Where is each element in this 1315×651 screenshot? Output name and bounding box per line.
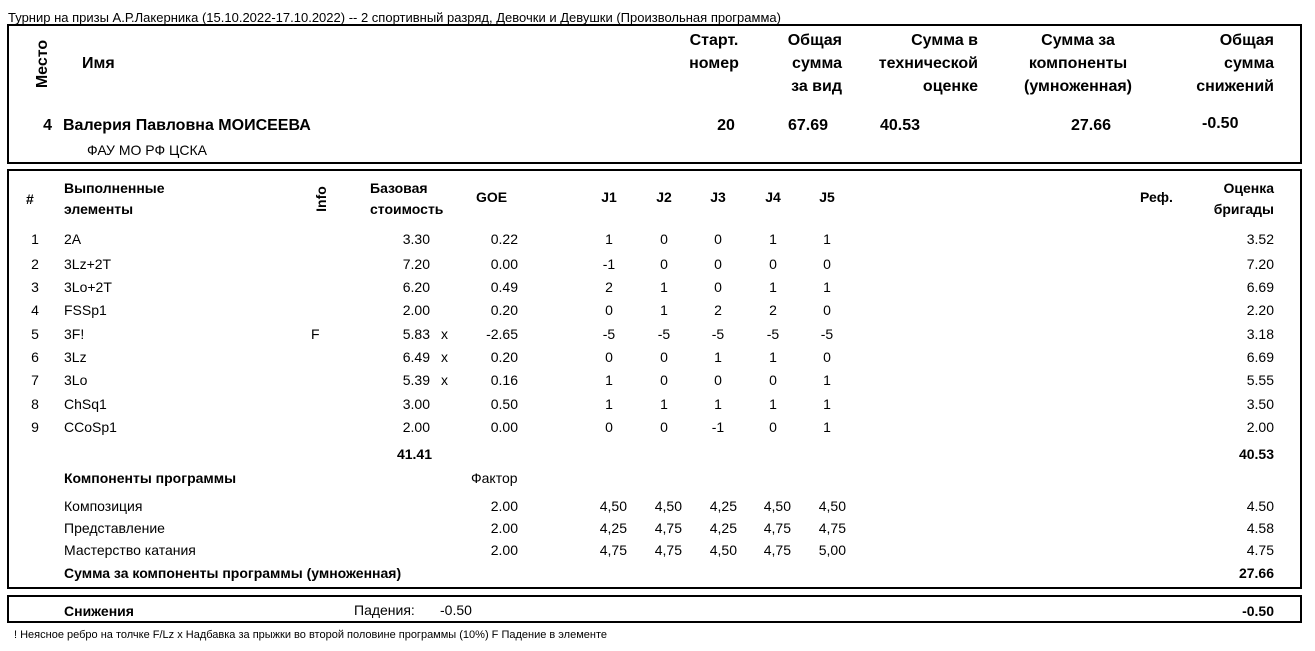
component-judge-j5: 4,75	[818, 520, 846, 536]
header-name: Имя	[82, 55, 115, 72]
skater-name: Валерия Павловна МОИСЕЕВА	[63, 117, 311, 134]
header-deductions: Общая сумма снижений	[1196, 32, 1274, 95]
header-pcs: Сумма за компоненты (умноженная)	[1024, 32, 1132, 95]
judge-score-j2: -5	[657, 326, 671, 342]
element-bonus-mark: x	[441, 372, 448, 388]
judge-score-j2: 0	[660, 372, 668, 388]
element-base-value: 2.00	[402, 419, 430, 435]
judge-score-j4: 0	[769, 372, 777, 388]
element-code: CCoSp1	[64, 419, 117, 435]
element-number: 3	[31, 279, 39, 295]
component-judge-j4: 4,50	[763, 498, 791, 514]
judge-score-j4: 0	[769, 419, 777, 435]
judge-score-j1: 1	[605, 231, 613, 247]
judge-score-j1: 2	[605, 279, 613, 295]
col-ref-header: Реф.	[1140, 189, 1173, 205]
judge-score-j3: 0	[714, 372, 722, 388]
element-goe: 0.16	[490, 372, 518, 388]
judge-score-j3: 0	[714, 256, 722, 272]
judge-score-j5: 1	[823, 396, 831, 412]
element-goe: 0.49	[490, 279, 518, 295]
component-name: Представление	[64, 520, 165, 536]
skater-tech: 40.53	[880, 117, 921, 134]
deductions-box	[7, 595, 1302, 623]
element-code: 3F!	[64, 326, 85, 342]
element-code: 3Lo+2T	[64, 279, 112, 295]
header-total: Общая сумма за вид	[787, 32, 842, 95]
col-j2-header: J2	[656, 189, 672, 205]
element-goe: 0.00	[490, 419, 518, 435]
component-judge-j1: 4,25	[599, 520, 627, 536]
deductions-label: Снижения	[64, 603, 134, 619]
element-panel-score: 6.69	[1246, 349, 1274, 365]
judge-score-j1: 0	[605, 419, 613, 435]
element-panel-score: 6.69	[1246, 279, 1274, 295]
component-score: 4.58	[1246, 520, 1274, 536]
header-place: Место	[34, 39, 51, 89]
judge-score-j1: 0	[605, 349, 613, 365]
col-j3-header: J3	[710, 189, 726, 205]
element-panel-score: 3.50	[1246, 396, 1274, 412]
judge-score-j2: 1	[660, 302, 668, 318]
tech-total: 40.53	[1238, 446, 1274, 462]
element-number: 2	[31, 256, 39, 272]
judge-score-j2: 1	[660, 396, 668, 412]
col-base-header: Базовая стоимость	[370, 180, 444, 217]
skater-start-no: 20	[717, 117, 735, 134]
element-goe: 0.22	[490, 231, 518, 247]
component-judge-j2: 4,75	[654, 542, 682, 558]
element-number: 8	[31, 396, 39, 412]
component-judge-j5: 5,00	[818, 542, 846, 558]
element-base-value: 5.83	[402, 326, 430, 342]
judge-score-j5: 0	[823, 349, 831, 365]
skater-club: ФАУ МО РФ ЦСКА	[87, 142, 207, 158]
component-factor: 2.00	[490, 520, 518, 536]
element-base-value: 5.39	[402, 372, 430, 388]
element-panel-score: 5.55	[1246, 372, 1274, 388]
judge-score-j3: 2	[714, 302, 722, 318]
header-start-no: Старт. номер	[689, 32, 739, 72]
element-code: 2A	[64, 231, 82, 247]
element-base-value: 2.00	[402, 302, 430, 318]
page-title: Турнир на призы А.Р.Лакерника (15.10.2022-17.10.2022) -- 2 спортивный разряд, Девочки и Девушки (Произвольная программа)	[8, 10, 781, 25]
judge-score-j3: -1	[711, 419, 725, 435]
element-number: 1	[31, 231, 39, 247]
judge-score-j5: 1	[823, 419, 831, 435]
element-number: 4	[31, 302, 39, 318]
col-j4-header: J4	[765, 189, 781, 205]
skater-deductions: -0.50	[1202, 115, 1239, 132]
element-base-value: 7.20	[402, 256, 430, 272]
judge-score-j5: 1	[823, 279, 831, 295]
component-judge-j3: 4,50	[709, 542, 737, 558]
element-panel-score: 7.20	[1246, 256, 1274, 272]
component-name: Мастерство катания	[64, 542, 196, 558]
element-goe: 0.50	[490, 396, 518, 412]
skater-pcs: 27.66	[1071, 117, 1112, 134]
component-judge-j2: 4,75	[654, 520, 682, 536]
skater-total: 67.69	[787, 117, 828, 134]
element-bonus-mark: x	[441, 326, 448, 342]
element-code: 3Lz+2T	[64, 256, 112, 272]
judge-score-j2: 0	[660, 419, 668, 435]
element-code: FSSp1	[64, 302, 107, 318]
component-name: Композиция	[64, 498, 143, 514]
judge-score-j3: -5	[711, 326, 725, 342]
judge-score-j1: -5	[602, 326, 616, 342]
falls-label: Падения:	[354, 602, 415, 618]
component-judge-j1: 4,50	[599, 498, 627, 514]
judge-score-j1: 1	[605, 396, 613, 412]
judge-score-j3: 1	[714, 396, 722, 412]
component-judge-j3: 4,25	[709, 520, 737, 536]
judge-score-j1: 0	[605, 302, 613, 318]
element-goe: 0.20	[490, 349, 518, 365]
element-number: 6	[31, 349, 39, 365]
element-code: ChSq1	[64, 396, 107, 412]
element-base-value: 6.49	[402, 349, 430, 365]
judge-score-j4: 2	[769, 302, 777, 318]
components-title: Компоненты программы	[64, 470, 237, 486]
element-panel-score: 3.52	[1246, 231, 1274, 247]
component-factor: 2.00	[490, 498, 518, 514]
judge-score-j5: 1	[823, 372, 831, 388]
footnote: ! Неясное ребро на толчке F/Lz x Надбавка за прыжки во второй половине программы (10%) F Падение в элементе	[14, 629, 607, 641]
element-code: 3Lo	[64, 372, 88, 388]
judge-score-j4: 1	[769, 396, 777, 412]
component-judge-j3: 4,25	[709, 498, 737, 514]
judge-score-j4: 1	[769, 279, 777, 295]
element-goe: -2.65	[486, 326, 518, 342]
deductions-total: -0.50	[1242, 603, 1274, 619]
element-goe: 0.00	[490, 256, 518, 272]
element-base-value: 3.30	[402, 231, 430, 247]
judge-score-j4: 1	[769, 231, 777, 247]
header-tech: Сумма в технической оценке	[878, 32, 978, 95]
falls-value: -0.50	[440, 602, 472, 618]
component-factor: 2.00	[490, 542, 518, 558]
element-number: 5	[31, 326, 39, 342]
element-panel-score: 2.20	[1246, 302, 1274, 318]
col-panel-header: Оценка бригады	[1213, 180, 1274, 217]
col-elements-header: Выполненные элементы	[64, 180, 165, 217]
judge-score-j2: 0	[660, 349, 668, 365]
col-j1-header: J1	[601, 189, 617, 205]
judge-score-j3: 1	[714, 349, 722, 365]
judge-score-j2: 1	[660, 279, 668, 295]
element-goe: 0.20	[490, 302, 518, 318]
factor-label: Фактор	[471, 470, 518, 486]
skater-place: 4	[43, 117, 52, 134]
element-base-value: 6.20	[402, 279, 430, 295]
judge-score-j2: 0	[660, 231, 668, 247]
element-panel-score: 2.00	[1246, 419, 1274, 435]
col-info-header: Info	[313, 186, 329, 212]
col-goe-header: GOE	[476, 189, 508, 205]
col-num-header: #	[26, 191, 34, 207]
element-code: 3Lz	[64, 349, 87, 365]
judge-score-j4: 0	[769, 256, 777, 272]
element-bonus-mark: x	[441, 349, 448, 365]
judge-score-j5: 0	[823, 302, 831, 318]
component-score: 4.50	[1246, 498, 1274, 514]
component-judge-j4: 4,75	[763, 542, 791, 558]
judge-score-j1: -1	[602, 256, 616, 272]
component-judge-j4: 4,75	[763, 520, 791, 536]
component-score: 4.75	[1246, 542, 1274, 558]
judge-score-j5: -5	[820, 326, 834, 342]
judge-score-j5: 1	[823, 231, 831, 247]
judge-score-j4: 1	[769, 349, 777, 365]
judge-score-j5: 0	[823, 256, 831, 272]
judge-score-j1: 1	[605, 372, 613, 388]
col-j5-header: J5	[819, 189, 835, 205]
element-panel-score: 3.18	[1246, 326, 1274, 342]
element-number: 9	[31, 419, 39, 435]
components-sum-value: 27.66	[1238, 565, 1274, 581]
components-sum-label: Сумма за компоненты программы (умноженная)	[64, 565, 402, 581]
judge-score-j3: 0	[714, 279, 722, 295]
judge-score-j3: 0	[714, 231, 722, 247]
component-judge-j2: 4,50	[654, 498, 682, 514]
component-judge-j1: 4,75	[599, 542, 627, 558]
judge-score-j4: -5	[766, 326, 780, 342]
element-info: F	[311, 326, 320, 342]
judge-score-j2: 0	[660, 256, 668, 272]
component-judge-j5: 4,50	[818, 498, 846, 514]
base-total: 41.41	[396, 446, 432, 462]
element-number: 7	[31, 372, 39, 388]
element-base-value: 3.00	[402, 396, 430, 412]
